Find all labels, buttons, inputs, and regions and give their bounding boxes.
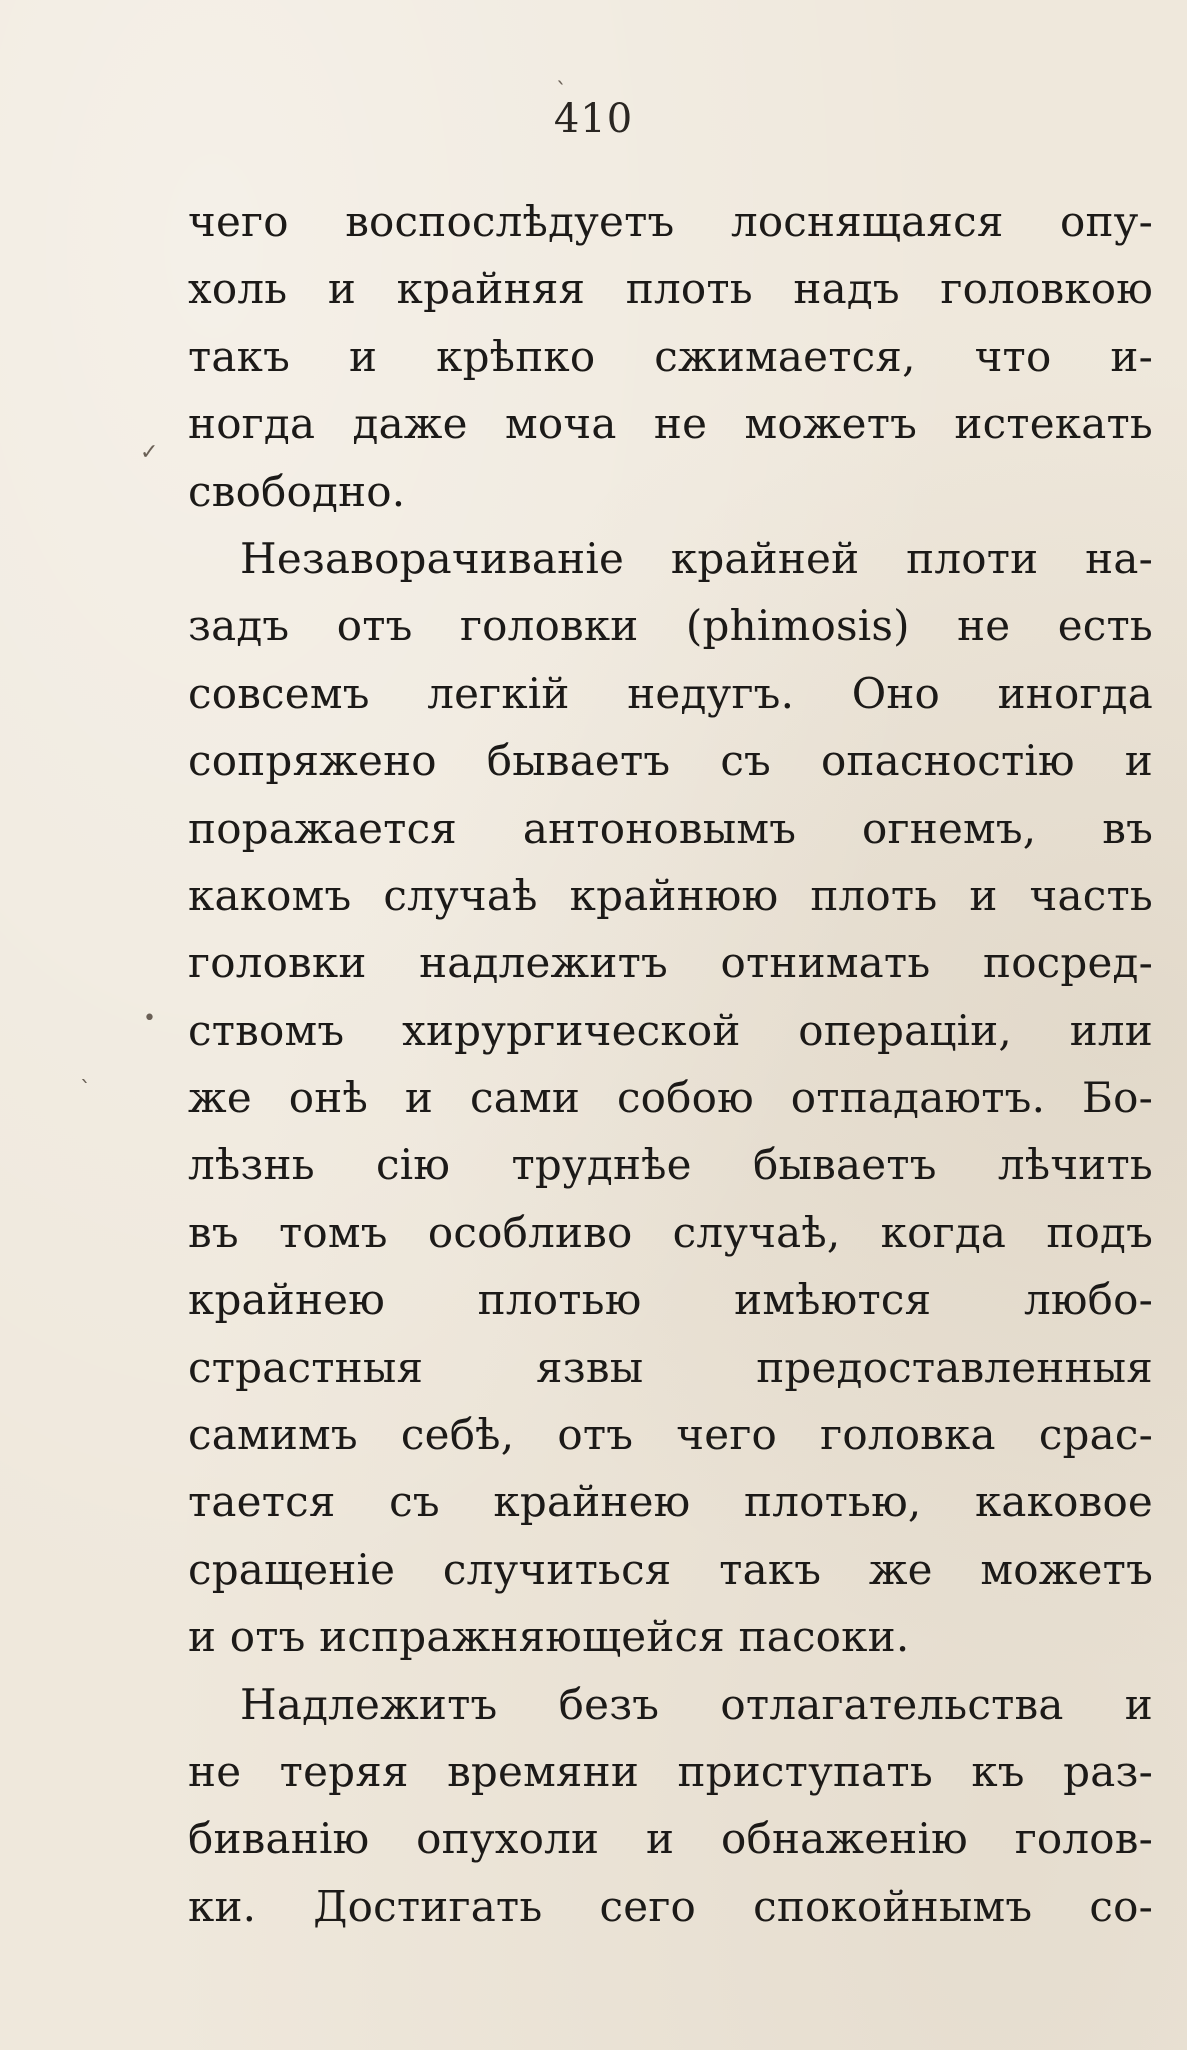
scan-mark: ˎ (556, 60, 567, 85)
text-line: не теряя времяни приступать къ раз- (188, 1746, 1153, 1796)
body-text (188, 188, 1153, 1940)
text-line: поражается антоновымъ огнемъ, въ (188, 803, 1153, 853)
text-line: головки надлежитъ отнимать посред- (188, 938, 1153, 988)
page-number: 410 (553, 96, 634, 142)
text-line: сопряжено бываетъ съ опасностію и (188, 736, 1153, 786)
text-line: биванію опухоли и обнаженію голов- (188, 1814, 1153, 1864)
text-line: свободно. (188, 466, 406, 516)
text-line: страстныя язвы предоставленныя (188, 1342, 1153, 1392)
text-line: лѣзнь сію труднѣе бываетъ лѣчить (188, 1140, 1153, 1190)
text-line: совсемъ легкій недугъ. Оно иногда (188, 668, 1153, 718)
text-line: тается съ крайнею плотью, каковое (188, 1477, 1153, 1527)
text-line: такъ и крѣпко сжимается, что и- (188, 331, 1153, 381)
text-line: самимъ себѣ, отъ чего головка срас- (188, 1410, 1153, 1460)
text-line: ствомъ хирургической операціи, или (188, 1005, 1153, 1055)
text-line: какомъ случаѣ крайнюю плоть и часть (188, 870, 1153, 920)
scan-mark: ✓ (140, 440, 159, 465)
text-line: ногда даже моча не можетъ истекать (188, 399, 1153, 449)
text-line: Надлежитъ безъ отлагательства и (240, 1679, 1153, 1729)
text-line: задъ отъ головки (phimosis) не есть (188, 601, 1153, 651)
paragraph-2 (188, 525, 1153, 1671)
text-line: Незаворачиваніе крайней плоти на- (240, 533, 1153, 583)
text-line: ки. Достигать сего спокойнымъ со- (188, 1881, 1153, 1931)
text-line: крайнею плотью имѣются любо- (188, 1275, 1153, 1325)
text-line: холь и крайняя плоть надъ головкою (188, 264, 1153, 314)
text-line: и отъ испражняющейся пасоки. (188, 1612, 910, 1662)
paragraph-3 (188, 1671, 1153, 1941)
paragraph-1 (188, 188, 1153, 525)
text-line: чего воспослѣдуетъ лоснящаяся опу- (188, 197, 1153, 246)
scan-mark: ˋ (80, 1078, 91, 1103)
text-line: въ томъ особливо случаѣ, когда подъ (188, 1207, 1153, 1257)
text-line: сращеніе случиться такъ же можетъ (188, 1544, 1153, 1594)
scan-mark: • (143, 1006, 156, 1031)
text-line: же онѣ и сами собою отпадаютъ. Бо- (188, 1073, 1153, 1123)
